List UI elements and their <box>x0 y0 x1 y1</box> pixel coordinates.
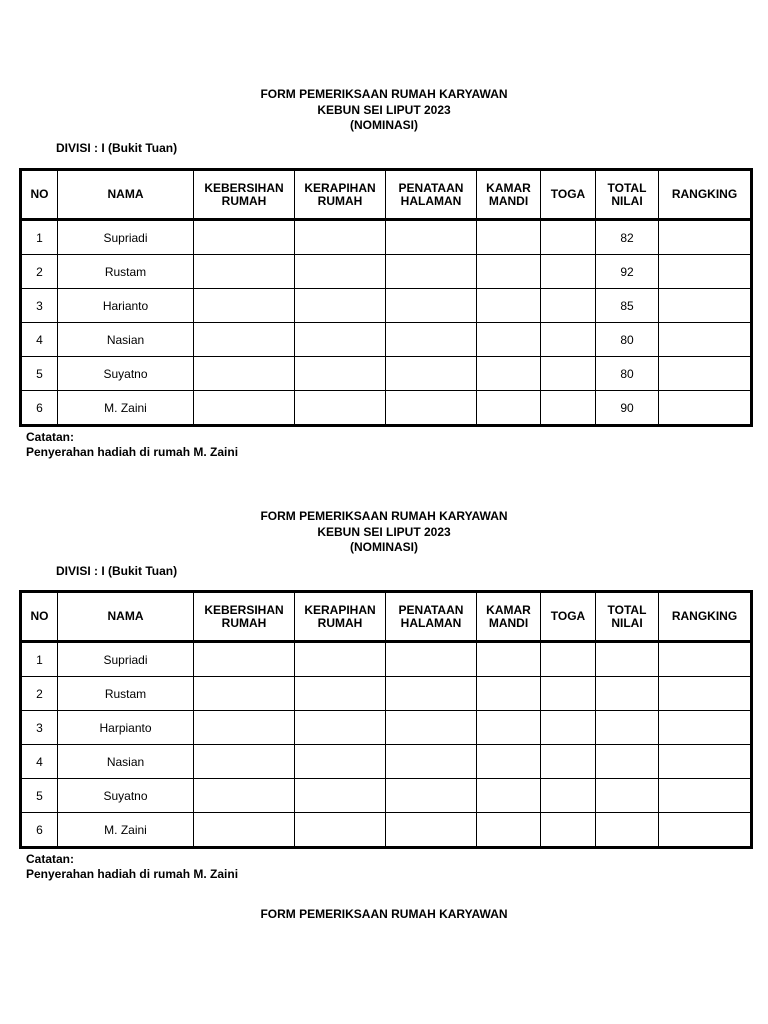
cell-total-nilai[interactable]: 82 <box>596 220 659 255</box>
cell-total-nilai[interactable] <box>596 677 659 711</box>
cell-kamar-mandi[interactable] <box>477 391 541 426</box>
table-row <box>21 391 752 426</box>
cell-total-nilai[interactable]: 85 <box>596 289 659 323</box>
cell-kebersihan[interactable] <box>194 391 295 426</box>
cell-kamar-mandi[interactable] <box>477 711 541 745</box>
header-toga: TOGA <box>541 592 596 642</box>
cell-nama: Nasian <box>58 323 194 357</box>
cell-no: 6 <box>21 813 58 848</box>
cell-total-nilai[interactable]: 80 <box>596 323 659 357</box>
table-row <box>21 323 752 357</box>
cell-no: 1 <box>21 642 58 677</box>
cell-kerapihan[interactable] <box>295 255 386 289</box>
cell-kerapihan[interactable] <box>295 642 386 677</box>
header-kamar-mandi: KAMAR MANDI <box>477 170 541 220</box>
title-line: KEBUN SEI LIPUT 2023 <box>317 524 451 539</box>
cell-kerapihan[interactable] <box>295 289 386 323</box>
cell-kerapihan[interactable] <box>295 779 386 813</box>
inspection-table <box>19 590 753 849</box>
cell-total-nilai[interactable]: 90 <box>596 391 659 426</box>
cell-toga[interactable] <box>541 255 596 289</box>
cell-kamar-mandi[interactable] <box>477 813 541 848</box>
cell-toga[interactable] <box>541 642 596 677</box>
header-penataan-halaman: PENATAAN HALAMAN <box>386 170 477 220</box>
table-row <box>21 745 752 779</box>
header-total-nilai: TOTAL NILAI <box>596 592 659 642</box>
cell-penataan[interactable] <box>386 642 477 677</box>
cell-penataan[interactable] <box>386 323 477 357</box>
cell-no: 4 <box>21 745 58 779</box>
cell-penataan[interactable] <box>386 779 477 813</box>
cell-penataan[interactable] <box>386 813 477 848</box>
cell-kerapihan[interactable] <box>295 711 386 745</box>
cell-no: 3 <box>21 289 58 323</box>
cell-no: 2 <box>21 255 58 289</box>
cell-toga[interactable] <box>541 357 596 391</box>
table-row <box>21 255 752 289</box>
header-no: NO <box>21 170 58 220</box>
title-line: (NOMINASI) <box>350 118 418 132</box>
divisi-label: DIVISI : I (Bukit Tuan) <box>56 564 178 578</box>
header-penataan-halaman: PENATAAN HALAMAN <box>386 592 477 642</box>
header-toga: TOGA <box>541 170 596 220</box>
cell-no: 3 <box>21 711 58 745</box>
title-line: FORM PEMERIKSAAN RUMAH KARYAWAN <box>260 509 508 523</box>
header-row <box>21 170 752 220</box>
cell-no: 5 <box>21 779 58 813</box>
header-kerapihan-rumah: KERAPIHAN RUMAH <box>295 592 386 642</box>
header-nama: NAMA <box>58 170 194 220</box>
cell-kebersihan[interactable] <box>194 711 295 745</box>
cell-kerapihan[interactable] <box>295 220 386 255</box>
cell-penataan[interactable] <box>386 391 477 426</box>
cell-kamar-mandi[interactable] <box>477 255 541 289</box>
form-title <box>0 509 768 556</box>
cell-kerapihan[interactable] <box>295 391 386 426</box>
cell-kebersihan[interactable] <box>194 642 295 677</box>
cell-penataan[interactable] <box>386 677 477 711</box>
cell-no: 6 <box>21 391 58 426</box>
cell-nama: Supriadi <box>58 642 194 677</box>
cell-kebersihan[interactable] <box>194 779 295 813</box>
cell-toga[interactable] <box>541 220 596 255</box>
header-row <box>21 592 752 642</box>
header-kamar-mandi: KAMAR MANDI <box>477 592 541 642</box>
cell-penataan[interactable] <box>386 289 477 323</box>
cell-rangking[interactable] <box>659 220 752 255</box>
form-title <box>0 87 768 134</box>
header-kebersihan-rumah: KEBERSIHAN RUMAH <box>194 170 295 220</box>
cell-no: 5 <box>21 357 58 391</box>
cell-rangking[interactable] <box>659 813 752 848</box>
cell-kamar-mandi[interactable] <box>477 220 541 255</box>
table-row <box>21 779 752 813</box>
header-nama: NAMA <box>58 592 194 642</box>
cell-rangking[interactable] <box>659 677 752 711</box>
cell-kerapihan[interactable] <box>295 323 386 357</box>
header-rangking: RANGKING <box>659 592 752 642</box>
notes-label: Catatan: <box>26 430 75 444</box>
cell-rangking[interactable] <box>659 391 752 426</box>
cell-toga[interactable] <box>541 813 596 848</box>
cell-total-nilai[interactable] <box>596 745 659 779</box>
table-row <box>21 813 752 848</box>
table-row <box>21 289 752 323</box>
cell-rangking[interactable] <box>659 357 752 391</box>
title-line: FORM PEMERIKSAAN RUMAH KARYAWAN <box>260 87 508 101</box>
cell-penataan[interactable] <box>386 357 477 391</box>
cell-kebersihan[interactable] <box>194 677 295 711</box>
header-no: NO <box>21 592 58 642</box>
cell-rangking[interactable] <box>659 779 752 813</box>
cell-toga[interactable] <box>541 677 596 711</box>
cell-toga[interactable] <box>541 289 596 323</box>
cell-nama: Harpianto <box>58 711 194 745</box>
cell-toga[interactable] <box>541 323 596 357</box>
table-row <box>21 357 752 391</box>
cell-kebersihan[interactable] <box>194 220 295 255</box>
cell-kerapihan[interactable] <box>295 677 386 711</box>
table-row <box>21 677 752 711</box>
header-rangking: RANGKING <box>659 170 752 220</box>
cell-rangking[interactable] <box>659 642 752 677</box>
cell-total-nilai[interactable] <box>596 779 659 813</box>
footer-form-title: FORM PEMERIKSAAN RUMAH KARYAWAN <box>260 907 508 921</box>
cell-kamar-mandi[interactable] <box>477 745 541 779</box>
cell-kebersihan[interactable] <box>194 813 295 848</box>
table-row <box>21 711 752 745</box>
cell-toga[interactable] <box>541 779 596 813</box>
notes-block <box>26 430 238 460</box>
cell-kebersihan[interactable] <box>194 255 295 289</box>
cell-kamar-mandi[interactable] <box>477 323 541 357</box>
header-kerapihan-rumah: KERAPIHAN RUMAH <box>295 170 386 220</box>
cell-kamar-mandi[interactable] <box>477 289 541 323</box>
title-line: (NOMINASI) <box>350 540 418 554</box>
cell-kebersihan[interactable] <box>194 289 295 323</box>
table-row <box>21 642 752 677</box>
cell-no: 4 <box>21 323 58 357</box>
cell-toga[interactable] <box>541 745 596 779</box>
cell-total-nilai[interactable]: 80 <box>596 357 659 391</box>
notes-text: Penyerahan hadiah di rumah M. Zaini <box>26 867 239 881</box>
cell-nama: Nasian <box>58 745 194 779</box>
cell-nama: Harianto <box>58 289 194 323</box>
cell-penataan[interactable] <box>386 745 477 779</box>
header-kebersihan-rumah: KEBERSIHAN RUMAH <box>194 592 295 642</box>
cell-kamar-mandi[interactable] <box>477 357 541 391</box>
notes-label: Catatan: <box>26 852 75 866</box>
title-line: KEBUN SEI LIPUT 2023 <box>317 102 451 117</box>
cell-rangking[interactable] <box>659 745 752 779</box>
cell-kamar-mandi[interactable] <box>477 642 541 677</box>
table-row <box>21 220 752 255</box>
cell-toga[interactable] <box>541 391 596 426</box>
notes-text: Penyerahan hadiah di rumah M. Zaini <box>26 445 239 459</box>
cell-kebersihan[interactable] <box>194 357 295 391</box>
cell-total-nilai[interactable] <box>596 642 659 677</box>
cell-nama: M. Zaini <box>58 391 194 426</box>
cell-total-nilai[interactable] <box>596 813 659 848</box>
inspection-table <box>19 168 753 427</box>
cell-kerapihan[interactable] <box>295 745 386 779</box>
cell-penataan[interactable] <box>386 220 477 255</box>
cell-kamar-mandi[interactable] <box>477 677 541 711</box>
cell-nama: M. Zaini <box>58 813 194 848</box>
divisi-label: DIVISI : I (Bukit Tuan) <box>56 141 178 155</box>
notes-block <box>26 852 238 882</box>
cell-toga[interactable] <box>541 711 596 745</box>
cell-nama: Suyatno <box>58 779 194 813</box>
cell-kebersihan[interactable] <box>194 323 295 357</box>
cell-no: 1 <box>21 220 58 255</box>
cell-kerapihan[interactable] <box>295 813 386 848</box>
cell-rangking[interactable] <box>659 255 752 289</box>
cell-nama: Suyatno <box>58 357 194 391</box>
cell-nama: Supriadi <box>58 220 194 255</box>
cell-kebersihan[interactable] <box>194 745 295 779</box>
cell-total-nilai[interactable]: 92 <box>596 255 659 289</box>
cell-no: 2 <box>21 677 58 711</box>
cell-nama: Rustam <box>58 255 194 289</box>
cell-kerapihan[interactable] <box>295 357 386 391</box>
cell-nama: Rustam <box>58 677 194 711</box>
cell-penataan[interactable] <box>386 711 477 745</box>
cell-total-nilai[interactable] <box>596 711 659 745</box>
cell-kamar-mandi[interactable] <box>477 779 541 813</box>
header-total-nilai: TOTAL NILAI <box>596 170 659 220</box>
cell-penataan[interactable] <box>386 255 477 289</box>
cell-rangking[interactable] <box>659 711 752 745</box>
cell-rangking[interactable] <box>659 323 752 357</box>
cell-rangking[interactable] <box>659 289 752 323</box>
